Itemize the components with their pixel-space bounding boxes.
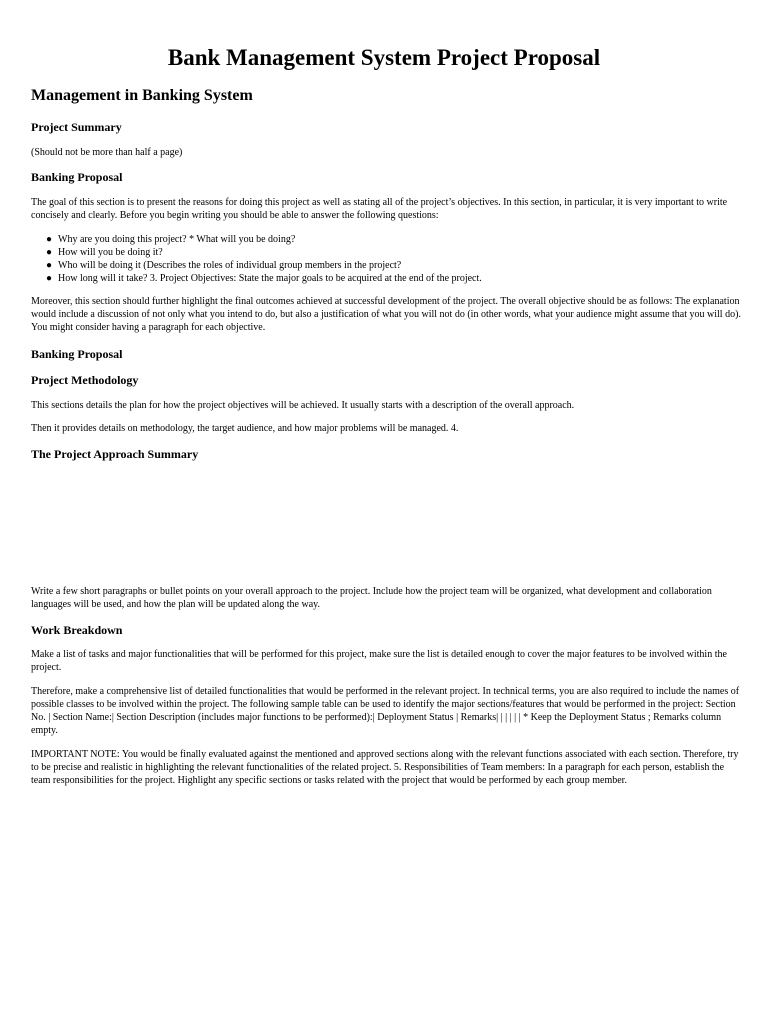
bullet-icon: ● <box>46 273 53 284</box>
banking-proposal-heading: Banking Proposal <box>31 170 123 184</box>
methodology-paragraph-2: Then it provides details on methodology, the target audience, and how major problems will be managed. 4. <box>31 423 459 434</box>
banking-proposal-heading-2: Banking Proposal <box>31 347 123 361</box>
list-item <box>46 233 768 246</box>
banking-proposal-outro: Moreover, this section should further highlight the final outcomes achieved at successful development of the project. The overall objective should be as follows: The explanation would include a discussion of not only what you intend to do, but also a justification of what you will not do (in other words, what your audience might assume that you will do). You might consider having a paragraph for each objective. <box>31 296 741 333</box>
list-item-text: Who will be doing it (Describes the roles of individual group members in the project? <box>58 260 402 271</box>
methodology-heading: Project Methodology <box>31 373 139 387</box>
bullet-icon: ● <box>46 234 53 245</box>
document-title: Bank Management System Project Proposal <box>167 45 601 70</box>
work-breakdown-paragraph-1: Make a list of tasks and major functionalities that will be performed for this project, make sure the list is detailed enough to cover the major features to be involved within the project. <box>31 649 727 673</box>
list-item <box>46 259 768 272</box>
banking-proposal-intro: The goal of this section is to present the reasons for doing this project as well as stating all of the project’s objectives. In this section, in particular, it is very important to write concisely and clearly. Before you begin writing you should be able to answer the following questions: <box>31 197 728 221</box>
list-item-text: How long will it take? 3. Project Objectives: State the major goals to be acquired at the end of the project. <box>58 273 482 284</box>
list-item <box>46 272 768 285</box>
project-summary-heading: Project Summary <box>31 120 122 134</box>
methodology-paragraph-1: This sections details the plan for how the project objectives will be achieved. It usually starts with a description of the overall approach. <box>31 400 575 411</box>
question-list <box>31 233 768 285</box>
bullet-icon: ● <box>46 247 53 258</box>
bullet-icon: ● <box>46 260 53 271</box>
approach-heading: The Project Approach Summary <box>31 447 199 461</box>
work-breakdown-paragraph-2: Therefore, make a comprehensive list of detailed functionalities that would be performed in the relevant project. In technical terms, you are also required to include the names of possible classes to be involved within the project. The following sample table can be used to identify the major sections/features that would be performed in the project: Section No. | Section Name:| Section Description (includes major functions to be performed):| Deployment Status | Remarks| | | | | | * Keep the Deployment Status ; Remarks column empty. <box>31 686 740 736</box>
list-item-text: How will you be doing it? <box>58 247 163 258</box>
document-subtitle: Management in Banking System <box>31 87 253 104</box>
work-breakdown-paragraph-3: IMPORTANT NOTE: You would be finally evaluated against the mentioned and approved sections along with the relevant functions associated with each section. Therefore, try to be precise and realistic in highlighting the relevant functionalities of the related project. 5. Responsibilities of Team members: In a paragraph for each person, establish the team responsibilities for the project. Highlight any specific sections or tasks related with the project that would be performed by each group member. <box>31 749 739 786</box>
work-breakdown-heading: Work Breakdown <box>31 623 123 637</box>
project-summary-text: (Should not be more than half a page) <box>31 147 183 158</box>
list-item-text: Why are you doing this project? * What will you be doing? <box>58 234 296 245</box>
approach-text: Write a few short paragraphs or bullet points on your overall approach to the project. Include how the project team will be organized, what development and collaboration languages will be used, and how the plan will be updated along the way. <box>31 586 712 610</box>
list-item <box>46 246 768 259</box>
